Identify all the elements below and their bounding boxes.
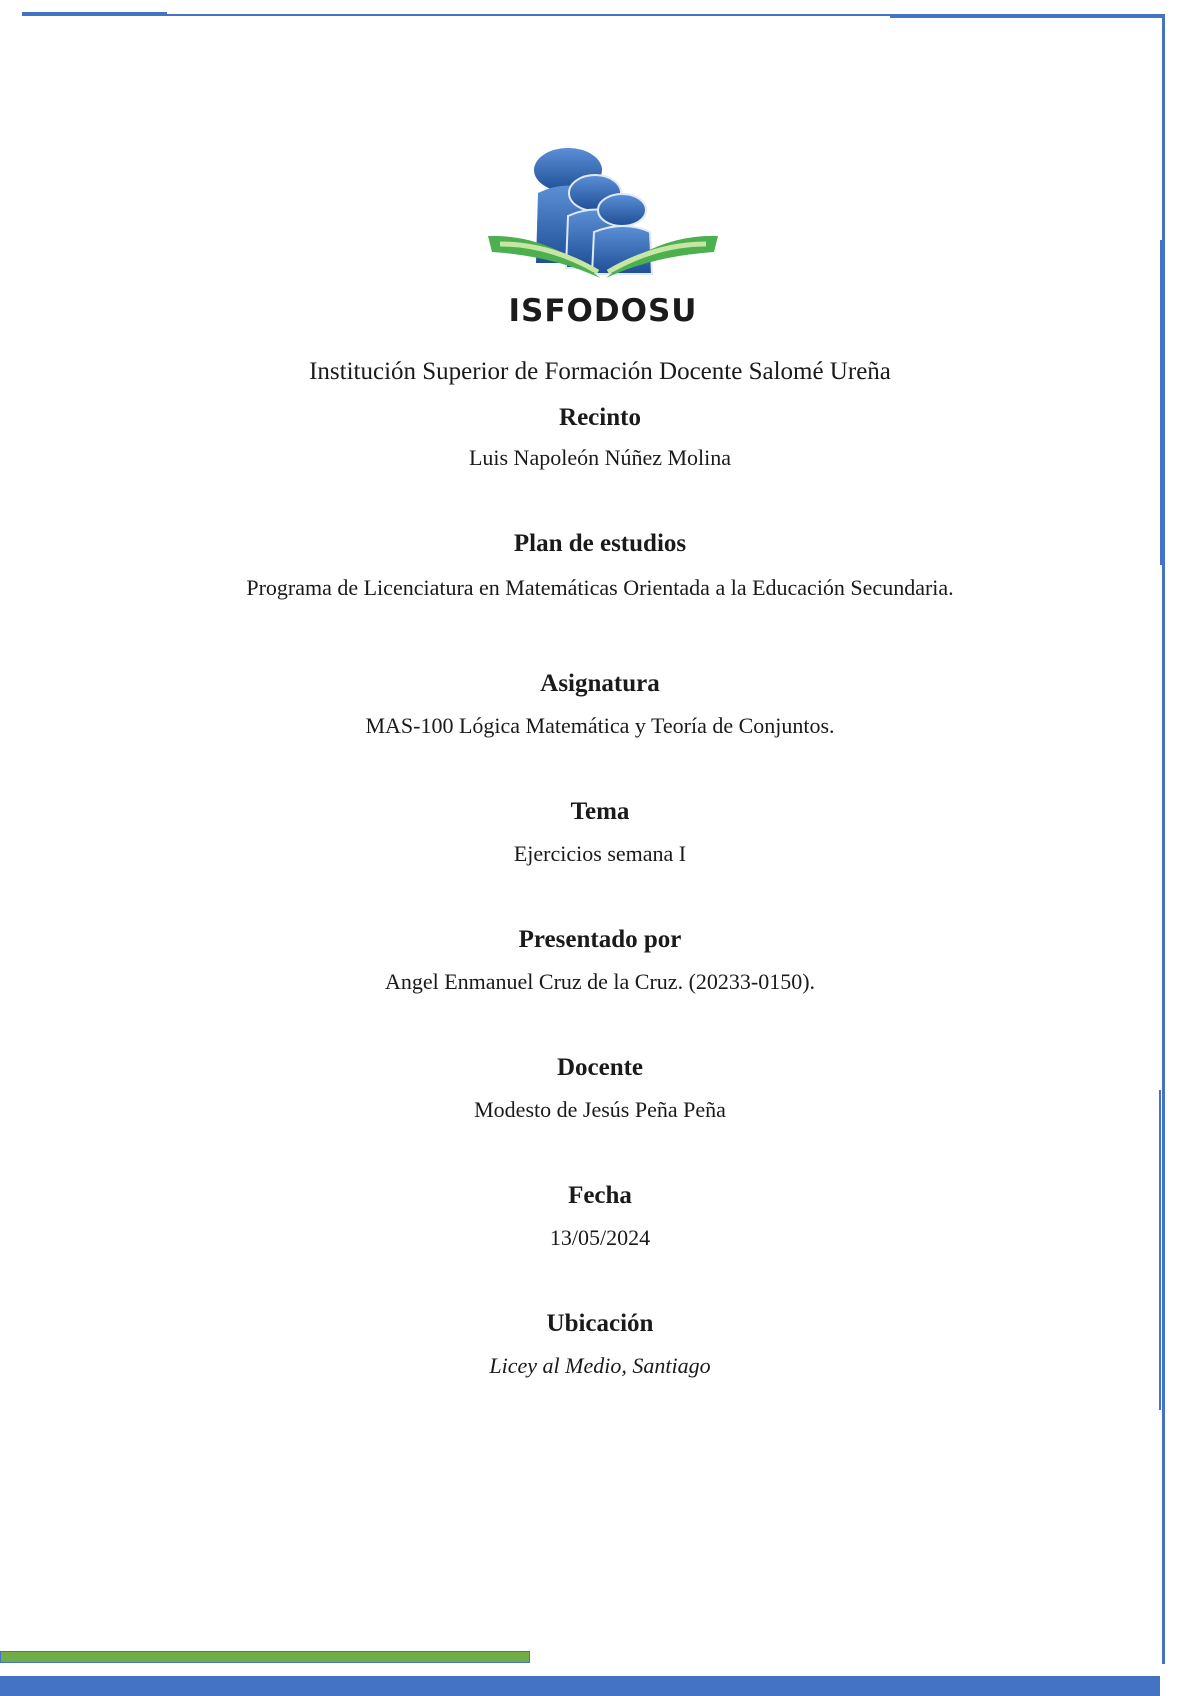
- institution-name: Institución Superior de Formación Docente Salomé Ureña: [309, 358, 891, 385]
- section-heading: Ubicación: [546, 1310, 654, 1337]
- section-ubicacion: [0, 1306, 1200, 1382]
- section-heading: Fecha: [568, 1182, 632, 1209]
- section-value: MAS-100 Lógica Matemática y Teoría de Conjuntos.: [365, 713, 835, 738]
- section-value: Licey al Medio, Santiago: [489, 1353, 711, 1378]
- section-value: Angel Enmanuel Cruz de la Cruz. (20233-0150).: [384, 969, 816, 994]
- section-value: Modesto de Jesús Peña Peña: [474, 1097, 726, 1122]
- logo-wordmark: ISFODOSU: [508, 293, 698, 329]
- section-recinto: [0, 400, 1200, 474]
- section-tema: [0, 794, 1200, 870]
- person-head-front: [598, 194, 646, 226]
- section-value: Programa de Licenciatura en Matemáticas Orientada a la Educación Secundaria.: [246, 575, 954, 600]
- section-value: Ejercicios semana I: [513, 841, 687, 866]
- section-heading: Plan de estudios: [513, 530, 687, 557]
- page-border-top-right: [890, 15, 1165, 18]
- section-heading: Presentado por: [518, 926, 682, 953]
- section-heading: Asignatura: [540, 670, 660, 697]
- section-plan-de-estudios: [0, 526, 1200, 604]
- footer-green-bar: [0, 1651, 530, 1663]
- section-value: 13/05/2024: [549, 1225, 651, 1250]
- section-value: Luis Napoleón Núñez Molina: [468, 445, 732, 470]
- section-presentado-por: [0, 922, 1200, 998]
- section-docente: [0, 1050, 1200, 1126]
- section-heading: Recinto: [559, 404, 641, 431]
- footer-blue-bar: [0, 1676, 1160, 1696]
- cover-content: [0, 354, 1200, 1382]
- section-fecha: [0, 1178, 1200, 1254]
- section-heading: Tema: [570, 798, 630, 825]
- section-asignatura: [0, 666, 1200, 742]
- section-heading: Docente: [556, 1054, 644, 1081]
